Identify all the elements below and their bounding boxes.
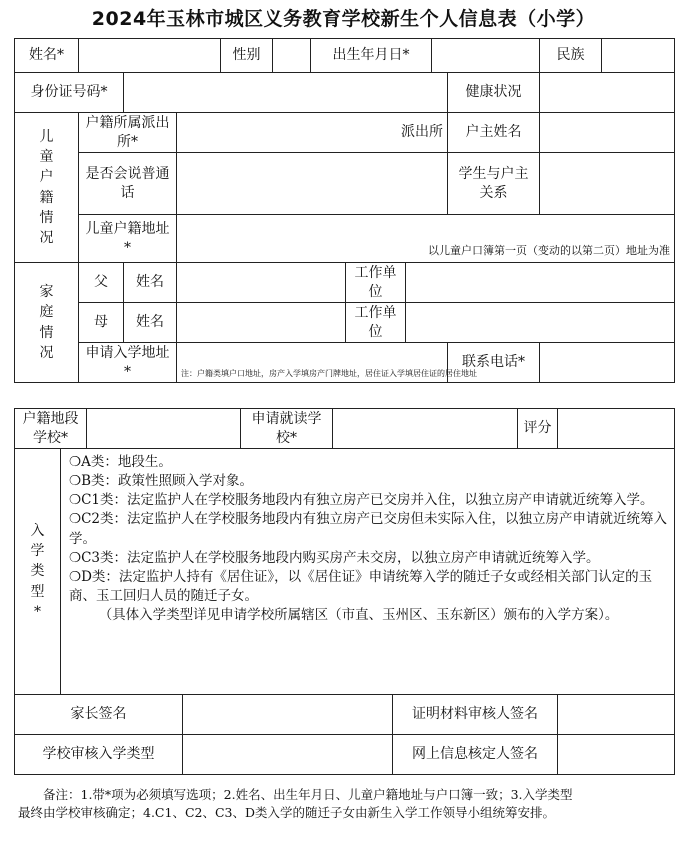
page-title: 2024年玉林市城区义务教育学校新生个人信息表（小学） [91,8,596,30]
apply-school-label: 申请就读学校* [241,409,333,449]
student-info-table [14,38,675,383]
id-number-label: 身份证号码* [15,73,124,113]
mother-label: 母 [79,303,124,343]
type-option-c2[interactable]: ❍C2类：法定监护人在学校服务地段内有独立房产已交房但未实际入住，以独立房产申请就近统筹入学。 [69,511,668,547]
parent-signature-label: 家长签名 [15,695,183,735]
head-of-household-field[interactable] [540,113,675,153]
head-of-household-label: 户主姓名 [448,113,540,153]
birth-date-field[interactable] [432,39,540,73]
relation-field[interactable] [540,153,675,215]
mother-name-field[interactable] [177,303,346,343]
mandarin-field[interactable] [177,153,448,215]
type-option-c1[interactable]: ❍C1类：法定监护人在学校服务地段内有独立房产已交房并入住，以独立房产申请就近统筹入学。 [69,492,654,509]
health-label: 健康状况 [448,73,540,113]
phone-label: 联系电话* [448,343,540,383]
mandarin-label: 是否会说普通话 [79,153,177,215]
police-station-field[interactable]: 派出所 [177,113,448,153]
apply-school-field[interactable] [333,409,518,449]
school-review-label: 学校审核入学类型 [15,735,183,775]
footnote-line-2: 最终由学校审核确定；4.C1、C2、C3、D类入学的随迁子女由新生入学工作领导小组统筹安排。 [18,805,556,821]
district-school-field[interactable] [87,409,241,449]
footnote-line-1: 备注：1.带*项为必须填写选项；2.姓名、出生年月日、儿童户籍地址与户口簿一致；3.入学类型 [43,787,573,802]
admission-type-note: （具体入学类型详见申请学校所属辖区（市直、玉州区、玉东新区）颁布的入学方案）。 [98,607,619,624]
type-option-c3[interactable]: ❍C3类：法定监护人在学校服务地段内购买房产未交房，以独立房产申请就近统筹入学。 [69,549,600,566]
mother-workplace-field[interactable] [406,303,675,343]
school-review-field[interactable] [183,735,393,775]
relation-label: 学生与户主关系 [448,153,540,215]
apply-address-field[interactable]: 注：户籍类填户口地址，房产入学填房产门牌地址，居住证入学填居住证的居住地址 [177,343,448,383]
police-station-label: 户籍所属派出所* [79,113,177,153]
district-school-label: 户籍地段学校* [15,409,87,449]
type-option-d[interactable]: ❍D类：法定监护人持有《居住证》，以《居住证》申请统筹入学的随迁子女或经相关部门认定的玉商、玉工回归人员的随迁子女。 [69,568,653,605]
phone-field[interactable] [540,343,675,383]
family-section-label: 家庭情况 [15,263,79,383]
gender-label: 性别 [221,39,273,73]
name-label: 姓名* [15,39,79,73]
father-workplace-field[interactable] [406,263,675,303]
id-number-field[interactable] [124,73,448,113]
father-name-label: 姓名 [124,263,177,303]
type-option-b[interactable]: ❍B类：政策性照顾入学对象。 [69,473,254,490]
father-name-field[interactable] [177,263,346,303]
material-reviewer-field[interactable] [558,695,675,735]
household-section-label: 儿童户籍情况 [15,113,79,263]
online-verifier-label: 网上信息核定人签名 [393,735,558,775]
admission-table [14,408,675,775]
ethnicity-field[interactable] [602,39,675,73]
father-label: 父 [79,263,124,303]
parent-signature-field[interactable] [183,695,393,735]
ethnicity-label: 民族 [540,39,602,73]
household-address-label: 儿童户籍地址* [79,215,177,263]
type-option-a[interactable]: ❍A类：地段生。 [69,454,172,470]
gender-field[interactable] [273,39,311,73]
admission-type-label: 入学类型* [15,449,61,695]
mother-workplace-label: 工作单位 [346,303,406,343]
household-address-field[interactable]: 以儿童户口簿第一页（变动的以第二页）地址为准 [177,215,675,263]
online-verifier-field[interactable] [558,735,675,775]
score-field[interactable] [558,409,675,449]
apply-address-label: 申请入学地址* [79,343,177,383]
material-reviewer-label: 证明材料审核人签名 [393,695,558,735]
name-field[interactable] [79,39,221,73]
birth-date-label: 出生年月日* [311,39,432,73]
health-field[interactable] [540,73,675,113]
score-label: 评分 [518,409,558,449]
father-workplace-label: 工作单位 [346,263,406,303]
footnote [18,786,673,822]
mother-name-label: 姓名 [124,303,177,343]
admission-type-options [61,449,675,695]
